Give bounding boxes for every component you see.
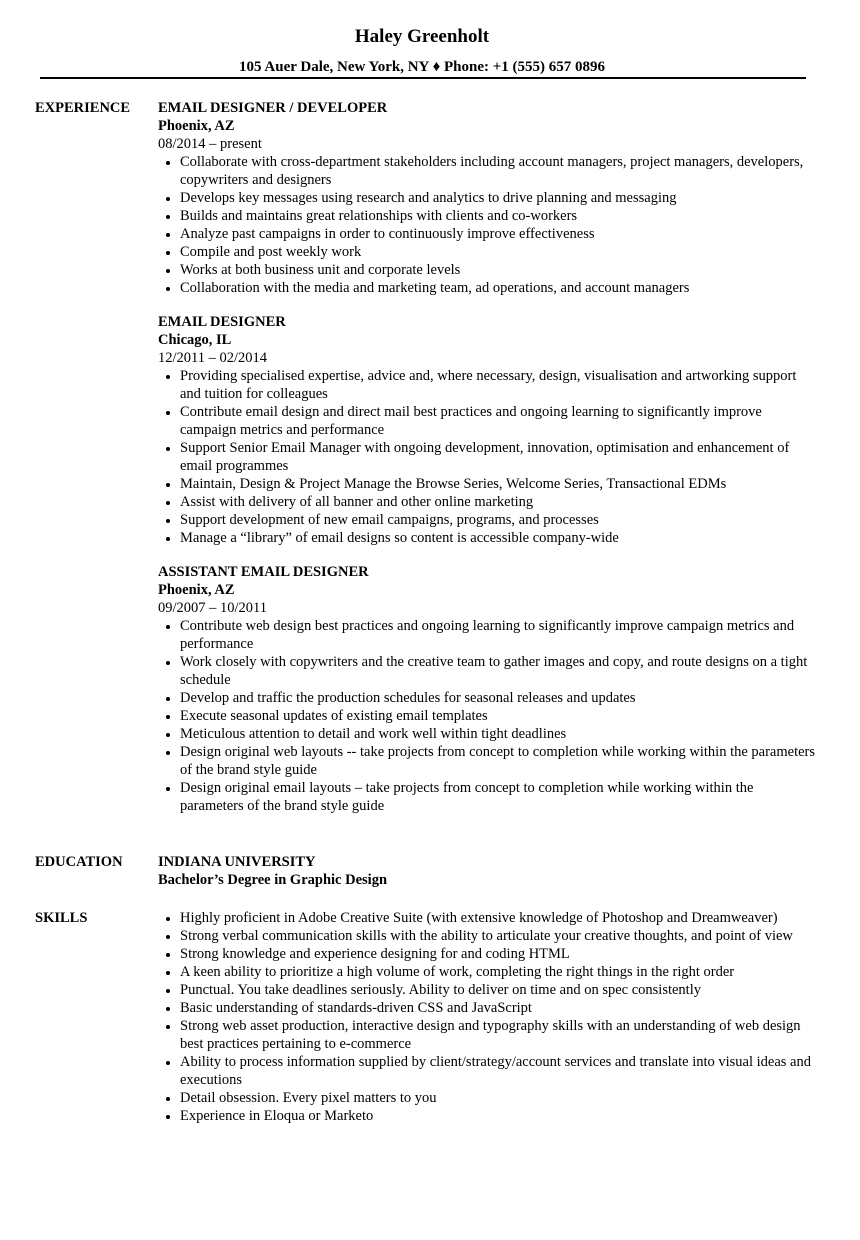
bullet-item: • Design original web layouts -- take projects from concept to completion while working within the parameters of the brand style guide bbox=[180, 743, 818, 779]
bullet-item: • Contribute email design and direct mail best practices and ongoing learning to significantly improve campaign metrics and performance bbox=[180, 403, 818, 439]
bullet-item: • A keen ability to prioritize a high volume of work, completing the right things in the right order bbox=[180, 963, 818, 981]
skills-body bbox=[158, 909, 818, 1125]
bullet-item: • Contribute web design best practices and ongoing learning to significantly improve campaign metrics and performance bbox=[180, 617, 818, 653]
contact-line: 105 Auer Dale, New York, NY ♦ Phone: +1 (555) 657 0896 bbox=[238, 59, 606, 75]
experience-list bbox=[158, 99, 818, 831]
bullet-item: • Basic understanding of standards-driven CSS and JavaScript bbox=[180, 999, 818, 1017]
bullet-item: • Detail obsession. Every pixel matters to you bbox=[180, 1089, 818, 1107]
school-name: INDIANA UNIVERSITY bbox=[158, 854, 316, 870]
job-dates: 12/2011 – 02/2014 bbox=[158, 350, 268, 366]
job-title: ASSISTANT EMAIL DESIGNER bbox=[158, 564, 369, 580]
bullet-item: • Providing specialised expertise, advice and, where necessary, design, visualisation and artworking support and tuition for colleagues bbox=[180, 367, 818, 403]
bullet-item: • Design original email layouts – take projects from concept to completion while working within the parameters of the brand style guide bbox=[180, 779, 818, 815]
bullet-item: • Builds and maintains great relationships with clients and co-workers bbox=[180, 207, 818, 225]
bullet-item: • Highly proficient in Adobe Creative Suite (with extensive knowledge of Photoshop and Dreamweaver) bbox=[180, 909, 818, 927]
section-title-skills: SKILLS bbox=[35, 910, 88, 926]
bullet-item: • Support Senior Email Manager with ongoing development, innovation, optimisation and enhancement of email programmes bbox=[180, 439, 818, 475]
degree-name: Bachelor’s Degree in Graphic Design bbox=[158, 872, 388, 888]
job-entry bbox=[158, 313, 818, 547]
job-entry bbox=[158, 563, 818, 815]
section-title-education: EDUCATION bbox=[35, 854, 123, 870]
job-location: Phoenix, AZ bbox=[158, 118, 235, 134]
bullet-item: • Works at both business unit and corporate levels bbox=[180, 261, 818, 279]
bullet-item: • Manage a “library” of email designs so content is accessible company-wide bbox=[180, 529, 818, 547]
bullet-item: • Execute seasonal updates of existing email templates bbox=[180, 707, 818, 725]
bullet-item: • Analyze past campaigns in order to continuously improve effectiveness bbox=[180, 225, 818, 243]
bullet-item: • Develop and traffic the production schedules for seasonal releases and updates bbox=[180, 689, 818, 707]
bullet-item: • Maintain, Design & Project Manage the Browse Series, Welcome Series, Transactional EDMs bbox=[180, 475, 818, 493]
bullet-item: • Strong verbal communication skills with the ability to articulate your creative thoughts, and point of view bbox=[180, 927, 818, 945]
job-title: EMAIL DESIGNER bbox=[158, 314, 286, 330]
job-bullets bbox=[158, 367, 818, 547]
bullet-item: • Experience in Eloqua or Marketo bbox=[180, 1107, 818, 1125]
bullet-item: • Compile and post weekly work bbox=[180, 243, 818, 261]
job-entry bbox=[158, 99, 818, 297]
bullet-item: • Work closely with copywriters and the creative team to gather images and copy, and route designs on a tight schedule bbox=[180, 653, 818, 689]
bullet-item: • Strong web asset production, interactive design and typography skills with an understanding of web design best practices pertaining to e-commerce bbox=[180, 1017, 818, 1053]
candidate-name: Haley Greenholt bbox=[354, 26, 490, 47]
bullet-item: • Develops key messages using research and analytics to drive planning and messaging bbox=[180, 189, 818, 207]
job-bullets bbox=[158, 617, 818, 815]
bullet-item: • Collaborate with cross-department stakeholders including account managers, project managers, developers, copywriters and designers bbox=[180, 153, 818, 189]
job-location: Phoenix, AZ bbox=[158, 582, 235, 598]
section-title-experience: EXPERIENCE bbox=[35, 100, 131, 116]
bullet-item: • Punctual. You take deadlines seriously. Ability to deliver on time and on spec consistently bbox=[180, 981, 818, 999]
bullet-item: • Assist with delivery of all banner and other online marketing bbox=[180, 493, 818, 511]
job-location: Chicago, IL bbox=[158, 332, 232, 348]
bullet-item: • Strong knowledge and experience designing for and coding HTML bbox=[180, 945, 818, 963]
job-title: EMAIL DESIGNER / DEVELOPER bbox=[158, 100, 388, 116]
job-bullets bbox=[158, 153, 818, 297]
education-body bbox=[158, 853, 818, 889]
bullet-item: • Meticulous attention to detail and work well within tight deadlines bbox=[180, 725, 818, 743]
job-dates: 09/2007 – 10/2011 bbox=[158, 600, 268, 616]
header-divider bbox=[40, 77, 806, 79]
bullet-item: • Support development of new email campaigns, programs, and processes bbox=[180, 511, 818, 529]
skills-bullets bbox=[158, 909, 818, 1125]
bullet-item: • Ability to process information supplied by client/strategy/account services and translate into visual ideas and executions bbox=[180, 1053, 818, 1089]
bullet-item: • Collaboration with the media and marketing team, ad operations, and account managers bbox=[180, 279, 818, 297]
job-dates: 08/2014 – present bbox=[158, 136, 262, 152]
